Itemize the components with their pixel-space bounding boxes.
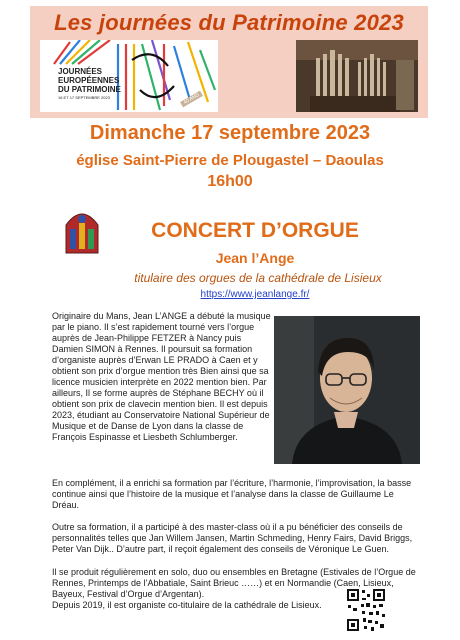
paragraph-masterclass: Outre sa formation, il a participé à des master-class où il a pu bénéficier des conseils de personnalités telles que Jan Willem Jansen, Martin Schmeding, Henry Fairs, David Briggs, Peter Van Dijk.. D’autre part, il reçoit également des conseils de Véronique Le Guen. — [52, 522, 413, 554]
qr-code-icon[interactable] — [346, 588, 386, 632]
bio-text: Originaire du Mans, Jean L’ANGE a débuté la musique par le piano. Il s’est rapidement tourné vers l’orgue auprès de Jean-Philippe FETZER à Nancy puis Damien SIMON à Rennes. Il poursuit sa formation d’organiste auprès d’Erwan LE PRADO à Caen et y obtient son prix d’orgue mention très Bien ainsi que sa licence musicien interprète en 2022 mention bien. Par ailleurs, Il se forme auprès de Stéphane BECHY où il obtient son prix de clavecin mention bien. Il est depuis 2023, étudiant au Conservatoire National Supérieur de Musique et de Danse de Lyon dans la classe de François Espinasse et Liesbeth Schlumberger. — [52, 311, 271, 442]
performer-name: Jean l’Ange — [215, 250, 295, 266]
portrait-icon — [274, 316, 420, 464]
jep-title — [58, 67, 121, 94]
performer-website-link[interactable]: https://www.jeanlange.fr/ — [200, 289, 310, 300]
performer-role: titulaire des orgues de la cathédrale de Lisieux — [134, 271, 382, 285]
jep-line3: DU PATRIMOINE — [58, 85, 121, 94]
paragraph-performances: Il se produit régulièrement en solo, duo ou ensembles en Bretagne (Estivales de l’Orgue de Rennes, Printemps de l’Abbatiale, Saint Brieuc ……) et en Normandie (Caen, Lisieux, Bayeux, Festival d’Orgue d’Argentan). — [52, 567, 416, 599]
jep-logo — [40, 40, 218, 112]
paragraph-training: En complément, il a enrichi sa formation par l’écriture, l’harmonie, l’improvisation, la basse continue ainsi que l’histoire de la musique et l’analyse dans la classe de Guillaume Le Dréau. — [52, 478, 412, 510]
qr-code-graphic-icon — [346, 588, 386, 632]
header-title: Les journées du Patrimoine 2023 — [54, 10, 404, 35]
organ-photo — [296, 40, 418, 112]
event-time: 16h00 — [207, 173, 253, 190]
jep-line2: EUROPÉENNES — [58, 76, 120, 85]
jep-line1: JOURNÉES — [58, 67, 103, 76]
portrait-photo — [274, 316, 420, 464]
event-date: Dimanche 17 septembre 2023 — [89, 122, 371, 144]
concert-title: CONCERT D’ORGUE — [151, 219, 359, 242]
organ-photo-icon — [296, 40, 418, 112]
organ-window-logo — [60, 207, 104, 255]
jep-dates: 16 ET 17 SEPTEMBRE 2023 — [58, 95, 110, 100]
paragraph-cotitulaire: Depuis 2019, il est organiste co-titulaire de la cathédrale de Lisieux. — [52, 600, 322, 610]
event-place: église Saint-Pierre de Plougastel – Daoulas — [76, 152, 384, 169]
jep-badge: 40 ANS — [180, 91, 203, 108]
stained-glass-icon — [60, 207, 104, 255]
